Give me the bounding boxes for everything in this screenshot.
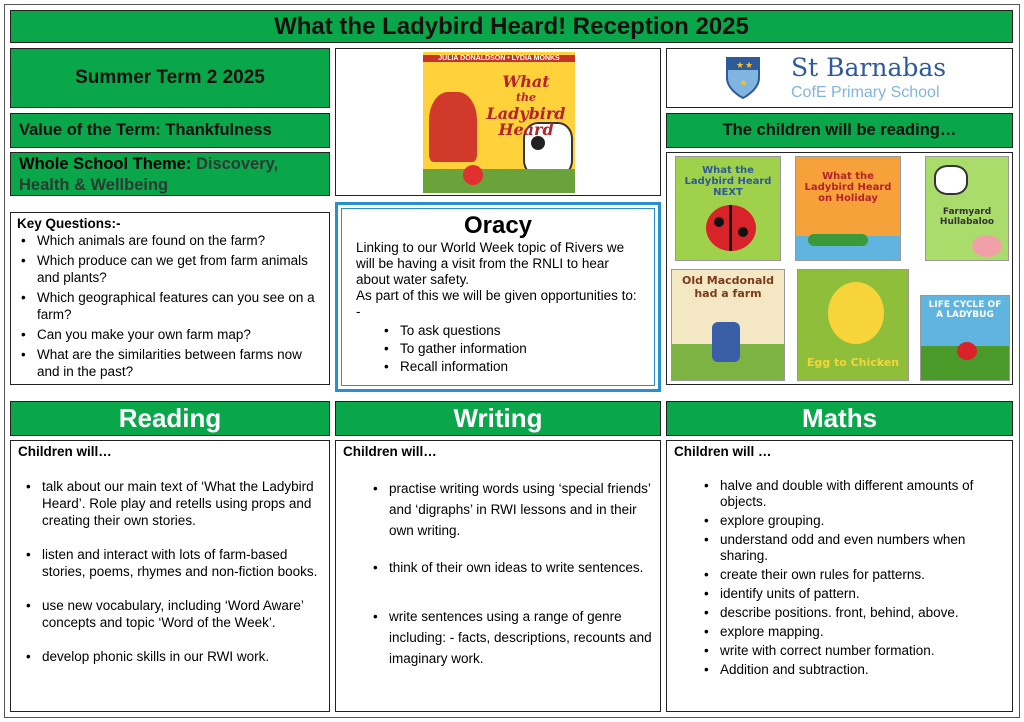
maths-item: • identify units of pattern.	[698, 586, 1005, 602]
oracy-item: • To ask questions	[378, 322, 640, 339]
reading-box	[10, 440, 330, 712]
reading-heading: Reading	[10, 401, 330, 436]
reading-item: • listen and interact with lots of farm-based stories, poems, rhymes and non-fiction books.	[20, 546, 322, 580]
pig-illustration	[429, 92, 477, 162]
book-cover	[925, 156, 1009, 261]
school-name: St Barnabas	[791, 53, 947, 82]
main-book-box	[335, 48, 661, 196]
theme-label: Whole School Theme:	[19, 155, 196, 173]
svg-text:★: ★	[736, 61, 745, 71]
key-questions-box	[10, 212, 330, 385]
writing-intro: Children will…	[343, 444, 437, 459]
value-of-term: Value of the Term: Thankfulness	[10, 113, 330, 148]
books-grid	[666, 152, 1013, 385]
book-title: Farmyard Hullabaloo	[939, 207, 995, 227]
oracy-text: Linking to our World Week topic of Rivers we will be having a visit from the RNLI to hear about water safety.	[356, 240, 625, 287]
pig-illustration	[972, 235, 1002, 257]
key-question: • Which animals are found on the farm?	[15, 232, 323, 249]
oracy-text: As part of this we will be given opportunities to: -	[356, 288, 637, 319]
maths-item: • Addition and subtraction.	[698, 662, 1005, 678]
ladybird-icon	[957, 342, 977, 360]
oracy-list	[378, 322, 640, 375]
key-question: • Which geographical features can you see on a farm?	[15, 289, 323, 323]
writing-item: • think of their own ideas to write sentences.	[367, 557, 653, 578]
book-cover	[797, 269, 909, 381]
maths-item: • explore mapping.	[698, 624, 1005, 640]
ladybird-icon	[463, 165, 483, 185]
school-logo-box	[666, 48, 1013, 108]
svg-text:★: ★	[745, 61, 754, 71]
main-book-cover	[423, 52, 575, 193]
key-question: • What are the similarities between farms now and in the past?	[15, 346, 323, 380]
main-book-title-4: Heard	[498, 120, 554, 139]
book-title: What the Ladybird Heard NEXT	[684, 165, 772, 198]
maths-item: • understand odd and even numbers when sharing.	[698, 532, 1005, 564]
oracy-item: • To gather information	[378, 340, 640, 357]
main-book-title-2: the	[515, 91, 537, 104]
main-book-title-1: What	[502, 72, 550, 91]
key-questions-list	[15, 232, 323, 380]
main-book-title-3: Ladybird	[486, 104, 566, 123]
maths-item: • halve and double with different amounts of objects.	[698, 478, 1005, 510]
reading-list-heading: The children will be reading…	[666, 113, 1013, 148]
book-cover	[671, 269, 785, 381]
book-title: What the Ladybird Heard on Holiday	[804, 171, 892, 204]
reading-intro: Children will…	[18, 444, 112, 459]
book-title: LIFE CYCLE OF A LADYBUG	[928, 300, 1002, 320]
maths-item: • write with correct number formation.	[698, 643, 1005, 659]
school-crest-icon	[725, 56, 761, 100]
writing-item: • write sentences using a range of genre including: - facts, descriptions, recounts and imaginary work.	[367, 606, 653, 669]
key-questions-heading: Key Questions:-	[17, 216, 121, 231]
school-subtitle: CofE Primary School	[791, 84, 940, 101]
reading-item: • talk about our main text of ‘What the Ladybird Heard’. Role play and retells using props and creating their own stories.	[20, 478, 322, 529]
writing-item: • practise writing words using ‘special friends’ and ‘digraphs’ in RWI lessons and in their own writing.	[367, 478, 653, 541]
maths-box	[666, 440, 1013, 712]
key-question: • Which produce can we get from farm animals and plants?	[15, 252, 323, 286]
book-cover	[795, 156, 901, 261]
svg-text:★: ★	[739, 78, 748, 89]
book-cover	[675, 156, 781, 261]
oracy-box	[335, 202, 661, 392]
maths-item: • explore grouping.	[698, 513, 1005, 529]
maths-list	[698, 478, 1005, 678]
farmer-illustration	[712, 322, 740, 362]
maths-heading: Maths	[666, 401, 1013, 436]
book-cover	[920, 295, 1010, 381]
maths-item: • describe positions. front, behind, above.	[698, 605, 1005, 621]
reading-item: • develop phonic skills in our RWI work.	[20, 648, 322, 665]
page-title: What the Ladybird Heard! Reception 2025	[10, 10, 1013, 43]
reading-list	[20, 478, 322, 665]
theme-value: Discovery, Health & Wellbeing	[19, 155, 279, 194]
maths-intro: Children will …	[674, 444, 772, 459]
key-question: • Can you make your own farm map?	[15, 326, 323, 343]
main-book-authors: JULIA DONALDSON • LYDIA MONKS	[423, 55, 575, 62]
maths-item: • create their own rules for patterns.	[698, 567, 1005, 583]
book-title: Old Macdonald had a farm	[681, 274, 775, 300]
writing-box	[335, 440, 661, 712]
school-theme	[10, 152, 330, 196]
oracy-heading: Oracy	[463, 212, 533, 239]
term-label: Summer Term 2 2025	[10, 48, 330, 108]
chick-illustration	[828, 282, 884, 344]
writing-list	[367, 478, 653, 669]
crocodile-illustration	[808, 234, 868, 246]
book-title: Egg to Chicken	[806, 356, 900, 369]
grass-illustration	[423, 169, 575, 193]
cow-illustration	[934, 165, 968, 195]
writing-heading: Writing	[335, 401, 661, 436]
reading-item: • use new vocabulary, including ‘Word Aware’ concepts and topic ‘Word of the Week’.	[20, 597, 322, 631]
oracy-item: • Recall information	[378, 358, 640, 375]
